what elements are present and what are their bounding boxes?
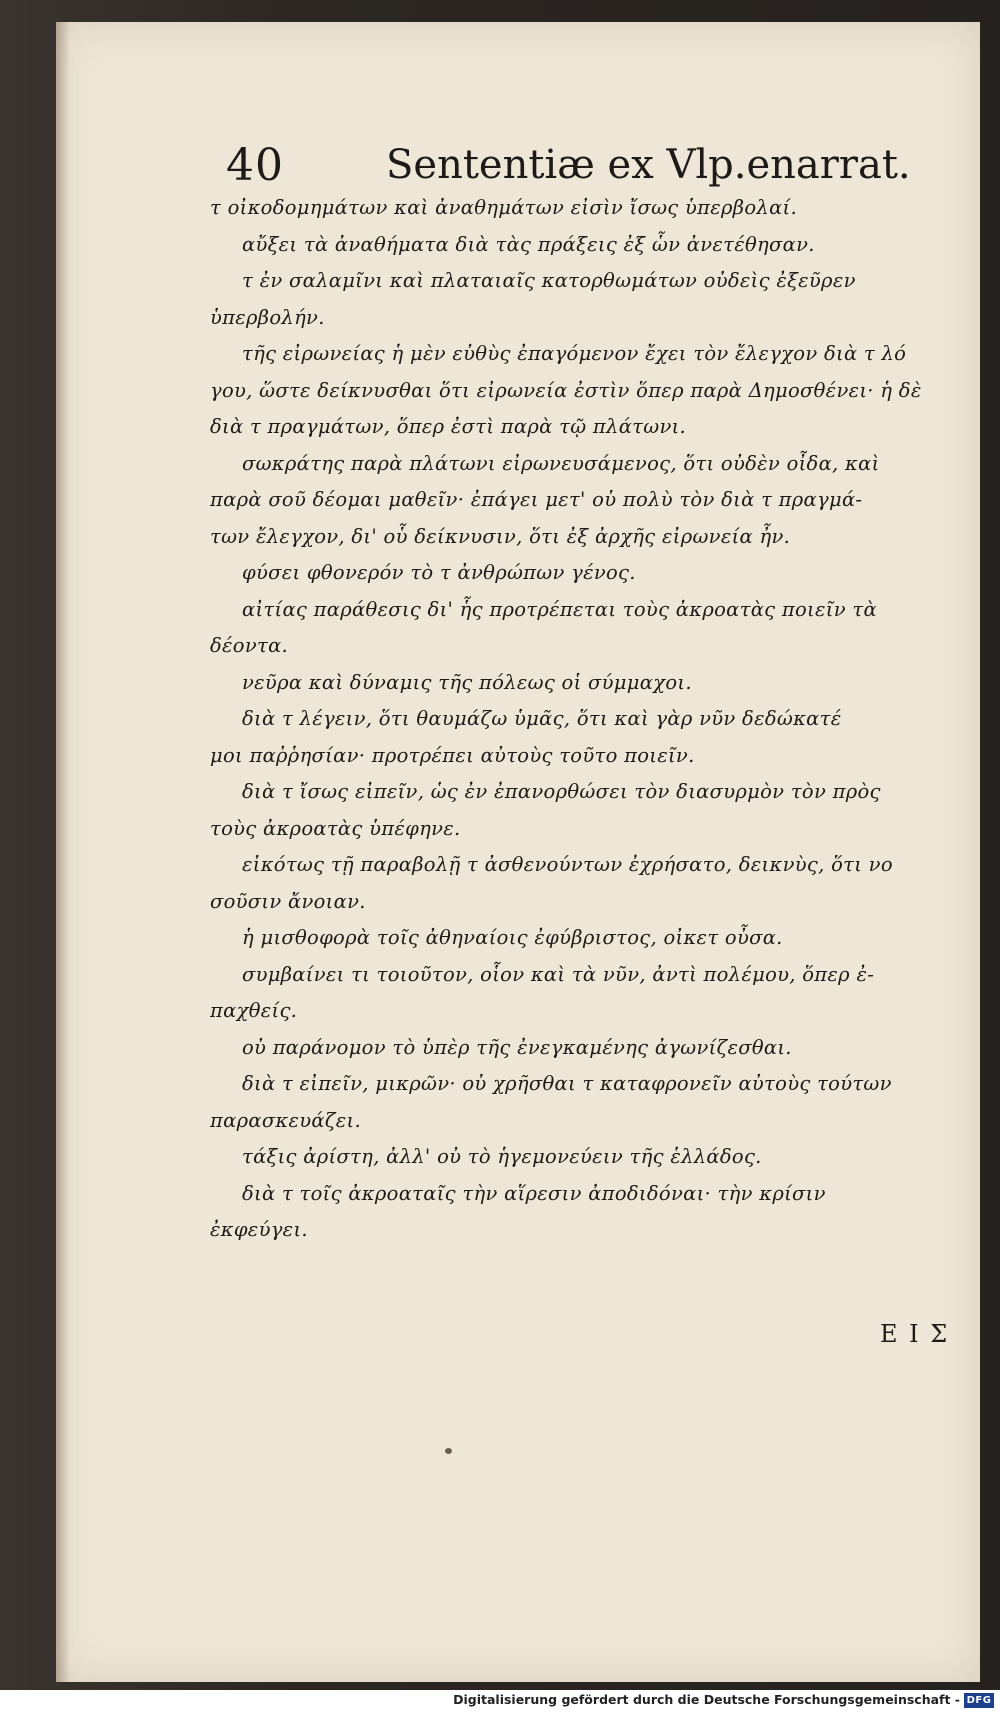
- text-line: σοῦσιν ἄνοιαν.: [210, 889, 366, 913]
- digitization-footer: [0, 1690, 1000, 1712]
- text-line: τοὺς ἀκροατὰς ὑπέφηνε.: [210, 816, 461, 840]
- text-line: τῆς εἰρωνείας ἡ μὲν εὐθὺς ἐπαγόμενον ἔχει τὸν ἔλεγχον διὰ τ λό: [242, 342, 907, 365]
- text-line: γου, ὥστε δείκνυσθαι ὅτι εἰρωνεία ἐστὶν ὅπερ παρὰ Δημοσθένει· ἡ δὲ: [210, 378, 922, 402]
- text-line: ἐκφεύγει.: [210, 1218, 308, 1241]
- text-line: τ οἰκοδομημάτων καὶ ἀναθημάτων εἰσὶν ἴσως ὑπερβολαί.: [210, 196, 797, 219]
- text-line: παχθείς.: [210, 999, 298, 1022]
- text-line: εἰκότως τῇ παραβολῇ τ ἀσθενούντων ἐχρήσατο, δεικνὺς, ὅτι νο: [242, 853, 893, 876]
- text-line: των ἔλεγχον, δι' οὗ δείκνυσιν, ὅτι ἐξ ἀρχῆς εἰρωνεία ἦν.: [210, 524, 791, 548]
- text-line: διὰ τ πραγμάτων, ὅπερ ἐστὶ παρὰ τῷ πλάτωνι.: [210, 415, 687, 438]
- signature-mark: E I Σ: [880, 1320, 950, 1348]
- text-line: συμβαίνει τι τοιοῦτον, οἷον καὶ τὰ νῦν, ἀντὶ πολέμου, ὅπερ ἐ-: [242, 962, 875, 986]
- text-line: τ ἐν σαλαμῖνι καὶ πλαταιαῖς κατορθωμάτων οὐδεὶς ἐξεῦρεν: [242, 269, 856, 292]
- text-line: διὰ τ ἴσως εἰπεῖν, ὡς ἐν ἐπανορθώσει τὸν διασυρμὸν τὸν πρὸς: [242, 780, 881, 803]
- text-line: διὰ τ εἰπεῖν, μικρῶν· οὐ χρῆσθαι τ καταφρονεῖν αὐτοὺς τούτων: [242, 1072, 892, 1095]
- text-line: αἰτίας παράθεσις δι' ἧς προτρέπεται τοὺς ἀκροατὰς ποιεῖν τὰ: [242, 597, 877, 621]
- footer-credit: Digitalisierung gefördert durch die Deutsche Forschungsgemeinschaft -: [453, 1692, 960, 1707]
- text-line: νεῦρα καὶ δύναμις τῆς πόλεως οἱ σύμμαχοι.: [242, 670, 692, 694]
- page-number: 40: [226, 140, 284, 191]
- greek-text-block: [210, 190, 930, 1249]
- text-line: τάξις ἀρίστη, ἀλλ' οὐ τὸ ἡγεμονεύειν τῆς ἑλλάδος.: [242, 1145, 762, 1168]
- text-line: διὰ τ λέγειν, ὅτι θαυμάζω ὑμᾶς, ὅτι καὶ γὰρ νῦν δεδώκατέ: [242, 707, 842, 730]
- text-line: παρασκευάζει.: [210, 1108, 361, 1132]
- running-title: Sententiæ ex Vlp.enarrat.: [386, 142, 911, 188]
- text-line: ὑπερβολήν.: [210, 305, 325, 329]
- text-line: δέοντα.: [210, 634, 289, 657]
- ink-spot: [445, 1448, 452, 1454]
- text-line: σωκράτης παρὰ πλάτωνι εἰρωνευσάμενος, ὅτι οὐδὲν οἶδα, καὶ: [242, 451, 880, 475]
- dfg-logo: DFG: [964, 1693, 994, 1708]
- text-line: παρὰ σοῦ δέομαι μαθεῖν· ἐπάγει μετ' οὐ πολὺ τὸν διὰ τ πραγμά-: [210, 488, 863, 511]
- text-line: μοι παῤῥησίαν· προτρέπει αὐτοὺς τοῦτο ποιεῖν.: [210, 743, 695, 767]
- text-line: διὰ τ τοῖς ἀκροαταῖς τὴν αἵρεσιν ἀποδιδόναι· τὴν κρίσιν: [242, 1181, 826, 1205]
- text-line: φύσει φθονερόν τὸ τ ἀνθρώπων γένος.: [242, 561, 636, 584]
- text-line: οὐ παράνομον τὸ ὑπὲρ τῆς ἐνεγκαμένης ἀγωνίζεσθαι.: [242, 1035, 792, 1059]
- text-line: αὔξει τὰ ἀναθήματα διὰ τὰς πράξεις ἐξ ὧν ἀνετέθησαν.: [242, 232, 815, 256]
- text-line: ἡ μισθοφορὰ τοῖς ἀθηναίοις ἐφύβριστος, οἰκετ οὖσα.: [242, 926, 783, 949]
